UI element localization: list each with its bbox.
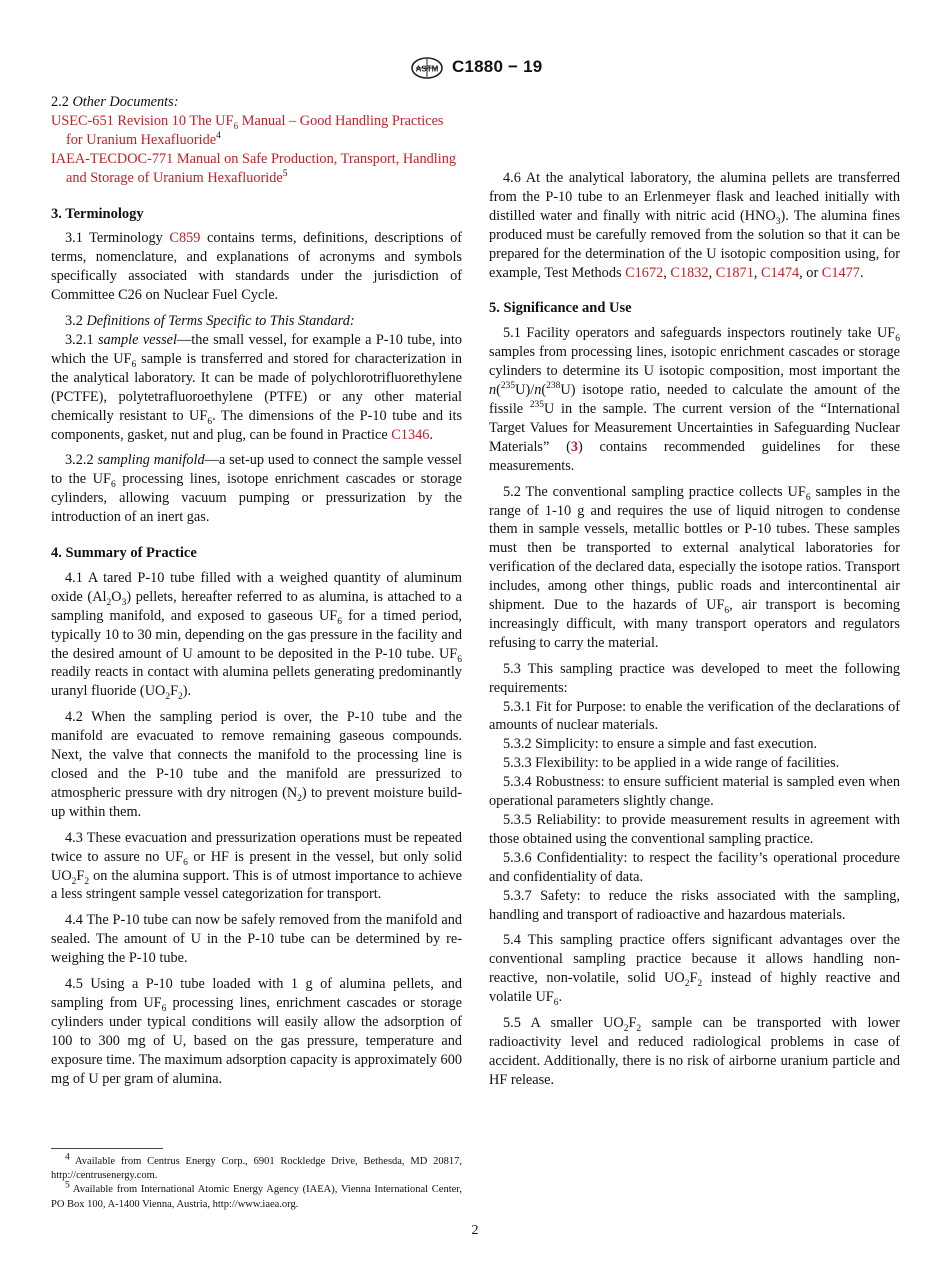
footnote-4: $^4$ Available from Centrus Energy Corp., 6901 Rockledge Drive, Bethesda, MD 20817, http://centrusenergy.com.: [51, 1152, 462, 1182]
para-4-5: 4.5 Using a P-10 tube loaded with 1 g of alumina pellets, and sampling from $UF_6$ processing lines, enrichment cascades or storage cylinders under typical conditions will easily allow the adsorption of 100 to 300 mg of U, based on the gas pressure, temperature and exposure time. The maximum adsorption capacity is approximately 600 mg of U per gram of alumina.: [51, 976, 462, 1087]
section-3-title: 3. Terminology: [51, 205, 144, 222]
svg-text:ASTM: ASTM: [415, 64, 439, 74]
para-4-6: 4.6 At the analytical laboratory, the alumina pellets are transferred from the P-10 tube to an Erlenmeyer flask and leached initially with distilled water and finally with nitric acid $(HNO_3)$. The alumina fines produced must be carefully removed from the solution so that it can be prepared for the determination of the U isotopic composition using, for example, Test Methods C1672, C1832, C1871, C1474, or C1477.: [489, 170, 901, 281]
link-c859[interactable]: C859: [169, 230, 201, 247]
left-column: [51, 93, 462, 1089]
para-4-3: 4.3 These evacuation and pressurization operations must be repeated twice to assure no $UF_6$ or HF is present in the vessel, but only solid $UO_2F_2$ on the alumina support. This is of utmost importance to achieve a less stringent sample vessel categorization for transport.: [51, 829, 462, 903]
reference-usec-651[interactable]: USEC-651 Revision 10 The $UF_6$ Manual – Good Handling Practices for Uranium Hexafluoride$^4$: [51, 112, 444, 148]
astm-logo-icon: [410, 57, 444, 79]
para-5-3-1: 5.3.1 Fit for Purpose: to enable the verification of the declarations of amounts of nuclear materials.: [489, 698, 900, 734]
para-4-4: 4.4 The P-10 tube can now be safely removed from the manifold and sealed. The amount of U in the P-10 tube can be determined by re-weighing the P-10 tube.: [51, 912, 462, 967]
section-2-2-heading: 2.2 Other Documents:: [51, 94, 179, 110]
footnote-5: $^5$ Available from International Atomic Energy Agency (IAEA), Vienna International Center, PO Box 100, A-1400 Vienna, Austria, http://www.iaea.org.: [51, 1180, 462, 1210]
para-3-1: 3.1 Terminology C859 contains terms, definitions, descriptions of terms, nomenclature, and explanations of acronyms and symbols specifically associated with standards under the jurisdiction of Committee C26 on Nuclear Fuel Cycle.: [51, 230, 462, 304]
para-5-2: 5.2 The conventional sampling practice collects $UF_6$ samples in the range of 1-10 g and requires the use of liquid nitrogen to condense them in sample vessels, metallic bottles or P-10 tubes. These samples must then be transported to external analytical laboratories for verification of the declared data, especially the isotope ratios. Transport includes, among other things, public roads and intercontinental air shipment. Due to the hazards of $UF_6$, air transport is becoming increasingly difficult, with many transport operators and regulators refusing to carry the material.: [489, 483, 900, 651]
link-c1672[interactable]: C1672: [625, 264, 664, 281]
link-c1346[interactable]: C1346: [391, 426, 430, 443]
page-number: 2: [471, 1223, 479, 1238]
para-5-1: 5.1 Facility operators and safeguards inspectors routinely take $UF_6$ samples from processing lines, isotopic enrichment cascades or storage cylinders to determine its U isotopic composition, most important the n($^{235}$U)/n($^{238}$U) isotope ratio, needed to calculate the amount of the fissile $^{235}$U in the sample. The current version of the “International Target Values for Measurement Uncertainties in Safeguarding Nuclear Materials” (3) contains recommended guidelines for these measurements.: [489, 325, 900, 474]
section-5-title: 5. Significance and Use: [489, 300, 632, 317]
reference-iaea-tecdoc[interactable]: IAEA-TECDOC-771 Manual on Safe Production, Transport, Handling and Storage of Uranium Hexafluoride$^5$: [51, 150, 457, 186]
reference-3-link[interactable]: 3: [570, 438, 579, 455]
footnotes: [51, 1148, 462, 1212]
para-4-2: 4.2 When the sampling period is over, the P-10 tube and the manifold are evacuated to remove remaining gaseous compounds. Next, the valve that connects the manifold to the processing line is closed and the P-10 tube and the manifold are pressurized to atmospheric pressure with dry nitrogen $(N_2)$ to prevent moisture build-up within them.: [51, 709, 462, 820]
link-c1832[interactable]: C1832: [670, 264, 709, 281]
para-3-2: 3.2 Definitions of Terms Specific to This Standard:: [65, 313, 355, 330]
page-header: [0, 55, 950, 85]
para-5-3-2: 5.3.2 Simplicity: to ensure a simple and fast execution.: [503, 736, 818, 753]
para-4-1: 4.1 A tared P-10 tube filled with a weighed quantity of aluminum oxide $(Al_2O_3)$ pellets, hereafter referred to as alumina, is attached to a sampling manifold, and exposed to gaseous $UF_6$ for a timed period, typically 10 to 30 min, depending on the gas pressure in the facility and the desired amount of U amount to be deposited in the P-10 tube. $UF_6$ readily reacts in contact with alumina pellets generating predominantly uranyl fluoride $(UO_2F_2)$.: [51, 569, 462, 703]
ref-code-usec[interactable]: USEC-651 Revision 10: [51, 112, 187, 129]
para-5-4: 5.4 This sampling practice offers significant advantages over the conventional sampling practice because it allows handling non-reactive, non-volatile, solid $UO_2F_2$ instead of highly reactive and volatile $UF_6$.: [489, 932, 900, 1009]
link-c1474[interactable]: C1474: [761, 264, 800, 281]
footnote-divider: [51, 1148, 163, 1149]
para-3-2-1: 3.2.1 sample vessel—the small vessel, for example a P-10 tube, into which the $UF_6$ sample is transferred and stored for characterization in the analytical laboratory. It can be made of polychlorotrifluorethylene (PCTFE), polytetrafluoroethylene (PTFE) or any other material chemically resistant to $UF_6$. The dimensions of the P-10 tube and its components, gasket, nut and plug, can be found in Practice C1346.: [51, 331, 463, 443]
para-5-3-4: 5.3.4 Robustness: to ensure sufficient material is sampled even when operational parameters slightly change.: [489, 774, 900, 810]
para-5-3-7: 5.3.7 Safety: to reduce the risks associated with the sampling, handling and transport of radioactive and hazardous materials.: [489, 887, 900, 923]
para-5-3-5: 5.3.5 Reliability: to provide measurement results in agreement with those obtained using the conventional sampling practice.: [489, 812, 900, 847]
para-5-3: 5.3 This sampling practice was developed to meet the following requirements:: [489, 660, 900, 696]
right-column: [489, 93, 900, 1090]
link-c1871[interactable]: C1871: [715, 264, 754, 281]
link-c1477[interactable]: C1477: [821, 264, 860, 281]
ref-code-iaea[interactable]: IAEA-TECDOC-771: [51, 150, 174, 167]
para-5-3-6: 5.3.6 Confidentiality: to respect the facility’s operational procedure and confidentiality of data.: [489, 849, 900, 885]
para-5-5: 5.5 A smaller $UO_2F_2$ sample can be transported with lower radioactivity level and reduced radiological problems in case of accident. Additionally, there is no risk of airborne uranium particle and HF release.: [489, 1015, 901, 1088]
para-3-2-2: 3.2.2 sampling manifold—a set-up used to connect the sample vessel to the $UF_6$ processing lines, isotope enrichment cascades or storage cylinders, allowing vacuum pumping or pressurization by the introduction of an inert gas.: [51, 452, 462, 526]
document-id: C1880 − 19: [452, 57, 543, 76]
section-4-title: 4. Summary of Practice: [51, 545, 197, 562]
para-5-3-3: 5.3.3 Flexibility: to be applied in a wide range of facilities.: [503, 755, 840, 772]
